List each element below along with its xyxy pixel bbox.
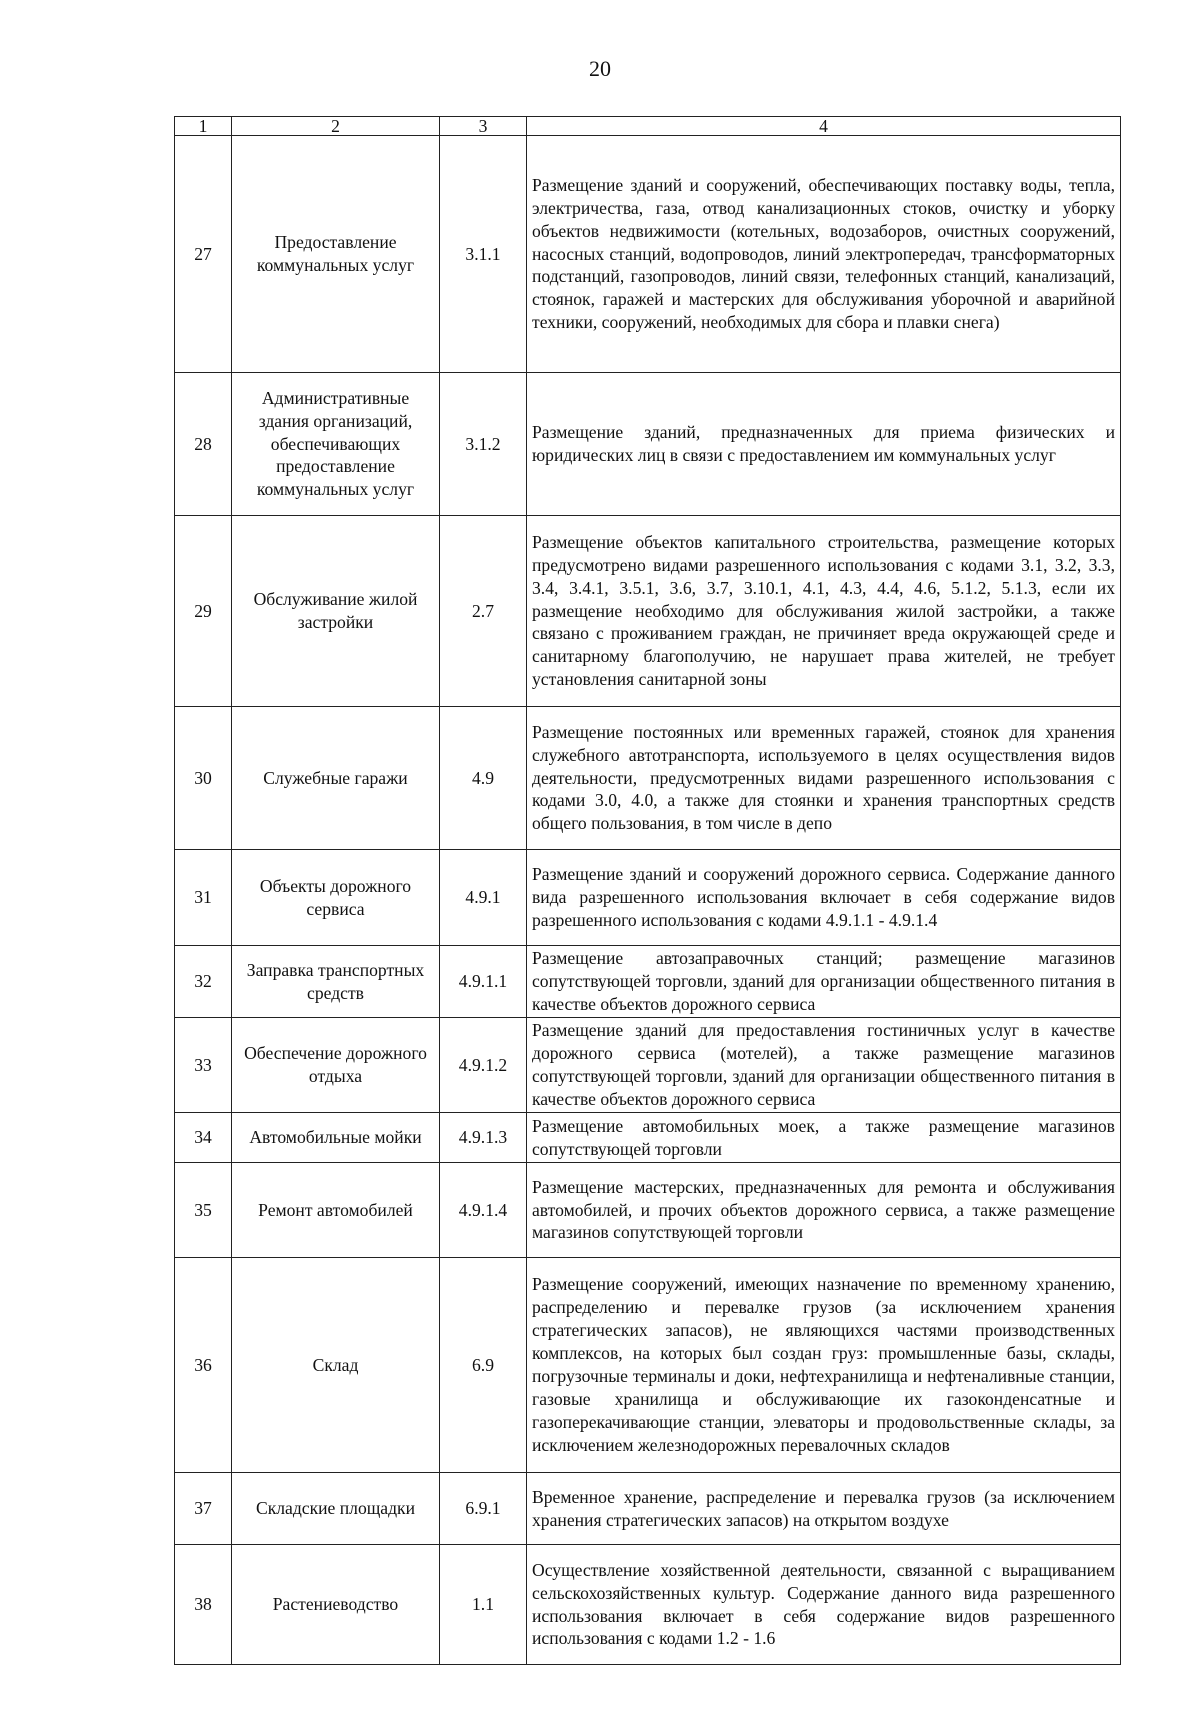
row-code: 4.9.1.2 [440,1018,527,1113]
row-name: Обеспечение дорожного отдыха [232,1018,440,1113]
table-row [175,516,1121,707]
table-row [175,850,1121,946]
table-row [175,136,1121,373]
row-code: 6.9 [440,1258,527,1473]
table-body [175,136,1121,1665]
row-number: 29 [175,516,232,707]
table-row [175,946,1121,1018]
row-description: Размещение зданий и сооружений дорожного сервиса. Содержание данного вида разрешенного использования включает в себя содержание видов разрешенного использования с кодами 4.9.1.1 - 4.9.1.4 [527,850,1121,946]
header-col-1: 1 [175,117,232,136]
table-row [175,707,1121,850]
table-row [175,1113,1121,1163]
row-name: Склад [232,1258,440,1473]
row-name: Заправка транспортных средств [232,946,440,1018]
row-description: Размещение сооружений, имеющих назначение по временному хранению, распределению и перевалке грузов (за исключением хранения стратегических запасов), не являющихся частями производственных комплексов, на которых был создан груз: промышленные базы, склады, погрузочные терминалы и доки, нефтехранилища и нефтеналивные станции, газовые хранилища и обслуживающие их газоконденсатные и газоперекачивающие станции, элеваторы и продовольственные склады, за исключением железнодорожных перевалочных складов [527,1258,1121,1473]
row-number: 35 [175,1163,232,1258]
row-name: Ремонт автомобилей [232,1163,440,1258]
row-code: 4.9.1.1 [440,946,527,1018]
row-description: Размещение мастерских, предназначенных для ремонта и обслуживания автомобилей, и прочих объектов дорожного сервиса, а также размещение магазинов сопутствующей торговли [527,1163,1121,1258]
row-name: Административные здания организаций, обеспечивающих предоставление коммунальных услуг [232,373,440,516]
row-number: 27 [175,136,232,373]
row-number: 30 [175,707,232,850]
row-name: Складские площадки [232,1473,440,1545]
row-description: Размещение автомобильных моек, а также размещение магазинов сопутствующей торговли [527,1113,1121,1163]
row-name: Автомобильные мойки [232,1113,440,1163]
row-code: 2.7 [440,516,527,707]
row-description: Размещение зданий, предназначенных для приема физических и юридических лиц в связи с предоставлением им коммунальных услуг [527,373,1121,516]
land-use-table [174,116,1121,1665]
row-number: 36 [175,1258,232,1473]
header-row [175,117,1121,136]
row-number: 32 [175,946,232,1018]
table-row [175,1163,1121,1258]
row-code: 4.9 [440,707,527,850]
row-number: 38 [175,1545,232,1665]
table-row [175,373,1121,516]
header-col-3: 3 [440,117,527,136]
row-number: 28 [175,373,232,516]
table-row [175,1258,1121,1473]
row-code: 4.9.1 [440,850,527,946]
row-code: 4.9.1.4 [440,1163,527,1258]
row-name: Объекты дорожного сервиса [232,850,440,946]
row-number: 34 [175,1113,232,1163]
row-number: 37 [175,1473,232,1545]
row-description: Размещение зданий для предоставления гостиничных услуг в качестве дорожного сервиса (мотелей), а также размещение магазинов сопутствующей торговли, зданий для организации общественного питания в качестве объектов дорожного сервиса [527,1018,1121,1113]
table-row [175,1473,1121,1545]
row-description: Размещение автозаправочных станций; размещение магазинов сопутствующей торговли, зданий для организации общественного питания в качестве объектов дорожного сервиса [527,946,1121,1018]
table-row [175,1018,1121,1113]
row-code: 3.1.1 [440,136,527,373]
row-description: Размещение объектов капитального строительства, размещение которых предусмотрено видами разрешенного использования с кодами 3.1, 3.2, 3.3, 3.4, 3.4.1, 3.5.1, 3.6, 3.7, 3.10.1, 4.1, 4.3, 4.4, 4.6, 5.1.2, 5.1.3, если их размещение необходимо для обслуживания жилой застройки, а также связано с проживанием граждан, не причиняет вреда окружающей среде и санитарному благополучию, не нарушает права жителей, не требует установления санитарной зоны [527,516,1121,707]
row-description: Осуществление хозяйственной деятельности, связанной с выращиванием сельскохозяйственных культур. Содержание данного вида разрешенного использования включает в себя содержание видов разрешенного использования с кодами 1.2 - 1.6 [527,1545,1121,1665]
row-code: 4.9.1.3 [440,1113,527,1163]
row-code: 1.1 [440,1545,527,1665]
row-code: 3.1.2 [440,373,527,516]
header-col-4: 4 [527,117,1121,136]
row-code: 6.9.1 [440,1473,527,1545]
page-number: 20 [589,56,611,81]
row-description: Размещение постоянных или временных гаражей, стоянок для хранения служебного автотранспорта, используемого в целях осуществления видов деятельности, предусмотренных видами разрешенного использования с кодами 3.0, 4.0, а также для стоянки и хранения транспортных средств общего пользования, в том числе в депо [527,707,1121,850]
table-header [175,117,1121,136]
row-description: Размещение зданий и сооружений, обеспечивающих поставку воды, тепла, электричества, газа, отвод канализационных стоков, очистку и уборку объектов недвижимости (котельных, водозаборов, очистных сооружений, насосных станций, водопроводов, линий электропередач, трансформаторных подстанций, газопроводов, линий связи, телефонных станций, канализаций, стоянок, гаражей и мастерских для обслуживания уборочной и аварийной техники, сооружений, необходимых для сбора и плавки снега) [527,136,1121,373]
header-col-2: 2 [232,117,440,136]
table-row [175,1545,1121,1665]
row-name: Растениеводство [232,1545,440,1665]
row-number: 31 [175,850,232,946]
row-name: Предоставление коммунальных услуг [232,136,440,373]
row-description: Временное хранение, распределение и перевалка грузов (за исключением хранения стратегических запасов) на открытом воздухе [527,1473,1121,1545]
row-name: Обслуживание жилой застройки [232,516,440,707]
row-number: 33 [175,1018,232,1113]
row-name: Служебные гаражи [232,707,440,850]
